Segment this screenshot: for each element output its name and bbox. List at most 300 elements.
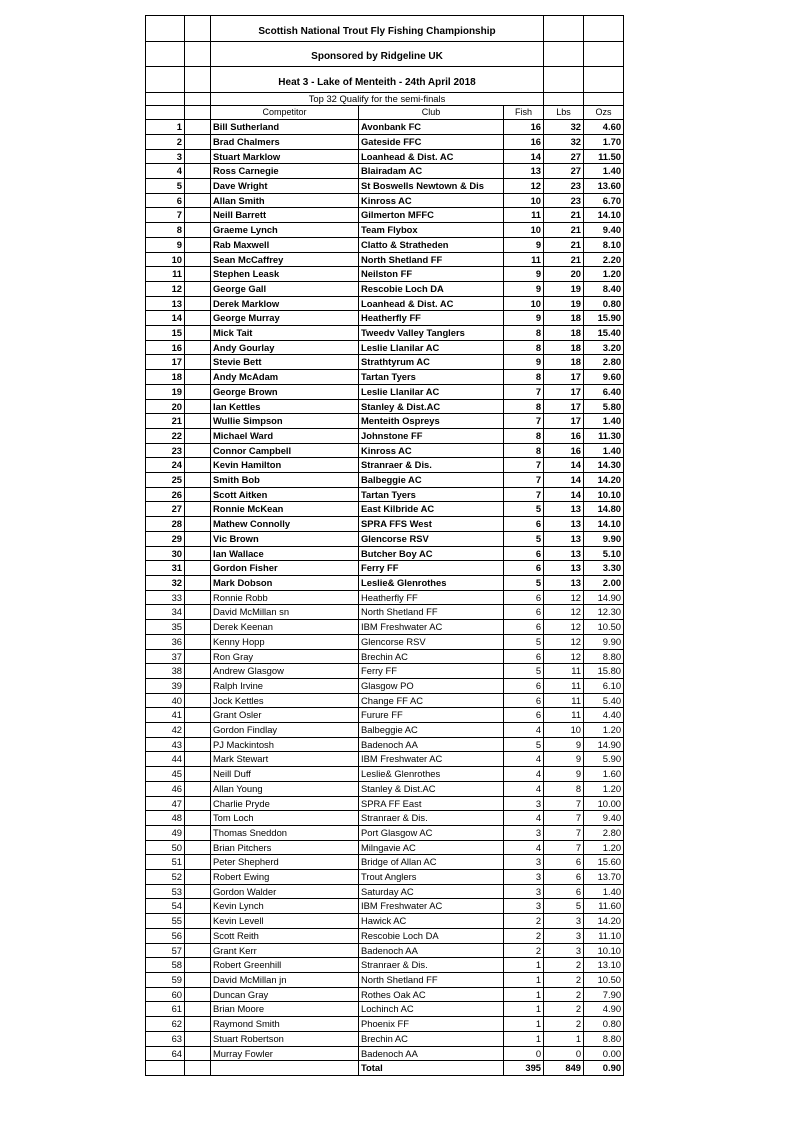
club-cell: Neilston FF xyxy=(359,267,504,282)
fish-cell: 3 xyxy=(504,796,544,811)
club-cell: Butcher Boy AC xyxy=(359,546,504,561)
competitor-cell: Sean McCaffrey xyxy=(211,252,359,267)
position-cell: 9 xyxy=(146,237,185,252)
fish-cell: 6 xyxy=(504,693,544,708)
spacer-cell xyxy=(185,1061,211,1076)
club-cell: North Shetland FF xyxy=(359,972,504,987)
table-row xyxy=(146,149,624,164)
ozs-cell: 0.80 xyxy=(584,296,624,311)
table-row xyxy=(146,252,624,267)
competitor-cell: Andrew Glasgow xyxy=(211,664,359,679)
fish-cell: 4 xyxy=(504,752,544,767)
fish-cell: 5 xyxy=(504,737,544,752)
ozs-header: Ozs xyxy=(584,105,624,120)
competitor-cell: Mark Dobson xyxy=(211,576,359,591)
competitor-cell: Peter Shepherd xyxy=(211,855,359,870)
spacer-cell xyxy=(185,473,211,488)
spacer-cell xyxy=(185,208,211,223)
lbs-cell: 13 xyxy=(544,546,584,561)
club-cell: Badenoch AA xyxy=(359,1046,504,1061)
spacer-cell xyxy=(185,605,211,620)
position-cell: 12 xyxy=(146,281,185,296)
club-cell: Stranraer & Dis. xyxy=(359,811,504,826)
fish-cell: 1 xyxy=(504,958,544,973)
club-cell: IBM Freshwater AC xyxy=(359,620,504,635)
position-cell: 23 xyxy=(146,443,185,458)
lbs-cell: 6 xyxy=(544,855,584,870)
fish-cell: 7 xyxy=(504,487,544,502)
club-cell: Change FF AC xyxy=(359,693,504,708)
lbs-cell: 32 xyxy=(544,120,584,135)
table-row xyxy=(146,620,624,635)
table-row xyxy=(146,708,624,723)
ozs-cell: 14.20 xyxy=(584,473,624,488)
table-row xyxy=(146,767,624,782)
table-row xyxy=(146,576,624,591)
ozs-cell: 2.20 xyxy=(584,252,624,267)
position-cell: 34 xyxy=(146,605,185,620)
position-cell: 60 xyxy=(146,987,185,1002)
spacer-cell xyxy=(185,252,211,267)
fish-cell: 9 xyxy=(504,311,544,326)
fish-cell: 4 xyxy=(504,767,544,782)
table-row xyxy=(146,502,624,517)
spacer-cell xyxy=(185,193,211,208)
total-label: Total xyxy=(359,1061,504,1076)
table-row xyxy=(146,1046,624,1061)
ozs-cell: 1.40 xyxy=(584,164,624,179)
fish-cell: 8 xyxy=(504,399,544,414)
spacer-cell xyxy=(185,164,211,179)
spacer-cell xyxy=(185,958,211,973)
table-row xyxy=(146,972,624,987)
competitor-cell: Gordon Findlay xyxy=(211,723,359,738)
spacer-cell xyxy=(185,781,211,796)
lbs-cell: 12 xyxy=(544,590,584,605)
spacer-cell xyxy=(185,737,211,752)
competitor-cell: George Murray xyxy=(211,311,359,326)
table-row xyxy=(146,590,624,605)
fish-cell: 10 xyxy=(504,223,544,238)
competitor-header: Competitor xyxy=(211,105,359,120)
ozs-cell: 1.20 xyxy=(584,840,624,855)
table-row xyxy=(146,958,624,973)
competitor-cell: Tom Loch xyxy=(211,811,359,826)
club-cell: Furure FF xyxy=(359,708,504,723)
club-cell: Stranraer & Dis. xyxy=(359,958,504,973)
ozs-cell: 10.10 xyxy=(584,487,624,502)
ozs-cell: 5.80 xyxy=(584,399,624,414)
competitor-cell: Bill Sutherland xyxy=(211,120,359,135)
competitor-cell: George Brown xyxy=(211,384,359,399)
table-row xyxy=(146,678,624,693)
spacer-cell xyxy=(185,708,211,723)
competitor-cell: Stephen Leask xyxy=(211,267,359,282)
lbs-cell: 13 xyxy=(544,517,584,532)
spacer-cell xyxy=(185,1002,211,1017)
lbs-cell: 18 xyxy=(544,355,584,370)
position-cell: 47 xyxy=(146,796,185,811)
table-row xyxy=(146,634,624,649)
club-cell: Kinross AC xyxy=(359,443,504,458)
lbs-cell: 21 xyxy=(544,252,584,267)
position-cell: 42 xyxy=(146,723,185,738)
ozs-cell: 4.90 xyxy=(584,1002,624,1017)
position-cell: 7 xyxy=(146,208,185,223)
table-row xyxy=(146,649,624,664)
ozs-cell: 14.90 xyxy=(584,590,624,605)
lbs-cell: 2 xyxy=(544,972,584,987)
lbs-cell: 21 xyxy=(544,237,584,252)
ozs-cell: 14.10 xyxy=(584,208,624,223)
club-cell: Stranraer & Dis. xyxy=(359,458,504,473)
ozs-cell: 11.60 xyxy=(584,899,624,914)
club-cell: Rothes Oak AC xyxy=(359,987,504,1002)
table-row xyxy=(146,473,624,488)
ozs-cell: 13.70 xyxy=(584,870,624,885)
spacer-cell xyxy=(185,281,211,296)
table-row xyxy=(146,811,624,826)
ozs-cell: 0.80 xyxy=(584,1017,624,1032)
competitor-cell: PJ Mackintosh xyxy=(211,737,359,752)
ozs-cell: 10.10 xyxy=(584,943,624,958)
table-row xyxy=(146,1031,624,1046)
heat-row xyxy=(146,67,624,93)
ozs-cell: 10.00 xyxy=(584,796,624,811)
competitor-cell: Ronnie Robb xyxy=(211,590,359,605)
lbs-cell: 11 xyxy=(544,693,584,708)
lbs-cell: 2 xyxy=(544,1002,584,1017)
spacer-cell xyxy=(185,752,211,767)
lbs-cell: 21 xyxy=(544,208,584,223)
ozs-cell: 0.00 xyxy=(584,1046,624,1061)
position-cell: 25 xyxy=(146,473,185,488)
ozs-cell: 8.10 xyxy=(584,237,624,252)
ozs-cell: 14.30 xyxy=(584,458,624,473)
position-cell: 58 xyxy=(146,958,185,973)
total-fish: 395 xyxy=(504,1061,544,1076)
club-cell: Stanley & Dist.AC xyxy=(359,399,504,414)
spacer-cell xyxy=(185,928,211,943)
fish-cell: 2 xyxy=(504,943,544,958)
competitor-cell: Ian Kettles xyxy=(211,399,359,414)
lbs-cell: 13 xyxy=(544,561,584,576)
fish-cell: 3 xyxy=(504,884,544,899)
competitor-cell: Stevie Bett xyxy=(211,355,359,370)
position-cell: 8 xyxy=(146,223,185,238)
fish-header: Fish xyxy=(504,105,544,120)
fish-cell: 8 xyxy=(504,443,544,458)
competitor-cell: Kevin Lynch xyxy=(211,899,359,914)
position-cell: 43 xyxy=(146,737,185,752)
competitor-cell: Ralph Irvine xyxy=(211,678,359,693)
table-row xyxy=(146,723,624,738)
competitor-cell: Scott Reith xyxy=(211,928,359,943)
club-cell: Glencorse RSV xyxy=(359,634,504,649)
lbs-cell: 17 xyxy=(544,399,584,414)
spacer-cell xyxy=(185,134,211,149)
fish-cell: 9 xyxy=(504,281,544,296)
lbs-cell: 32 xyxy=(544,134,584,149)
lbs-cell: 14 xyxy=(544,458,584,473)
table-row xyxy=(146,223,624,238)
ozs-cell: 9.40 xyxy=(584,223,624,238)
club-cell: Milngavie AC xyxy=(359,840,504,855)
table-row xyxy=(146,781,624,796)
club-cell: SPRA FFS West xyxy=(359,517,504,532)
spacer-cell xyxy=(185,678,211,693)
club-cell: Gateside FFC xyxy=(359,134,504,149)
competitor-cell: Kevin Hamilton xyxy=(211,458,359,473)
ozs-cell: 14.90 xyxy=(584,737,624,752)
ozs-cell: 2.80 xyxy=(584,825,624,840)
total-row xyxy=(146,1061,624,1076)
fish-cell: 9 xyxy=(504,355,544,370)
total-lbs: 849 xyxy=(544,1061,584,1076)
position-cell: 22 xyxy=(146,428,185,443)
fish-cell: 8 xyxy=(504,326,544,341)
lbs-cell: 13 xyxy=(544,502,584,517)
competitor-cell: Allan Young xyxy=(211,781,359,796)
lbs-cell: 0 xyxy=(544,1046,584,1061)
ozs-cell: 6.70 xyxy=(584,193,624,208)
club-cell: Clatto & Stratheden xyxy=(359,237,504,252)
sponsor-row xyxy=(146,41,624,67)
ozs-cell: 15.40 xyxy=(584,326,624,341)
competitor-cell: Kevin Levell xyxy=(211,914,359,929)
fish-cell: 3 xyxy=(504,825,544,840)
competitor-cell: Dave Wright xyxy=(211,179,359,194)
competitor-cell: Mark Stewart xyxy=(211,752,359,767)
ozs-cell: 1.40 xyxy=(584,884,624,899)
fish-cell: 14 xyxy=(504,149,544,164)
table-row xyxy=(146,208,624,223)
position-cell: 37 xyxy=(146,649,185,664)
position-cell: 30 xyxy=(146,546,185,561)
competitor-cell: Stuart Robertson xyxy=(211,1031,359,1046)
club-cell: East Kilbride AC xyxy=(359,502,504,517)
position-cell: 59 xyxy=(146,972,185,987)
qualify-note: Top 32 Qualify for the semi-finals xyxy=(211,92,544,105)
lbs-cell: 17 xyxy=(544,414,584,429)
lbs-cell: 7 xyxy=(544,825,584,840)
total-ozs: 0.90 xyxy=(584,1061,624,1076)
fish-cell: 6 xyxy=(504,517,544,532)
spacer-cell xyxy=(185,120,211,135)
club-cell: Loanhead & Dist. AC xyxy=(359,149,504,164)
competitor-cell: Brian Moore xyxy=(211,1002,359,1017)
table-row xyxy=(146,796,624,811)
table-row xyxy=(146,693,624,708)
competitor-cell: Gordon Fisher xyxy=(211,561,359,576)
club-cell: IBM Freshwater AC xyxy=(359,899,504,914)
competitor-cell: Stuart Marklow xyxy=(211,149,359,164)
position-cell: 40 xyxy=(146,693,185,708)
table-row xyxy=(146,281,624,296)
spacer-cell xyxy=(185,855,211,870)
fish-cell: 3 xyxy=(504,899,544,914)
spacer-cell xyxy=(185,428,211,443)
spacer-cell xyxy=(185,370,211,385)
table-row xyxy=(146,840,624,855)
spacer-cell xyxy=(185,149,211,164)
competitor-cell: Allan Smith xyxy=(211,193,359,208)
table-row xyxy=(146,428,624,443)
lbs-cell: 27 xyxy=(544,164,584,179)
table-row xyxy=(146,267,624,282)
competitor-cell: Rab Maxwell xyxy=(211,237,359,252)
spacer-cell xyxy=(185,531,211,546)
fish-cell: 6 xyxy=(504,649,544,664)
table-row xyxy=(146,311,624,326)
spacer-cell xyxy=(185,1031,211,1046)
fish-cell: 3 xyxy=(504,855,544,870)
competitor-cell: Jock Kettles xyxy=(211,693,359,708)
table-row xyxy=(146,561,624,576)
competitor-cell: Ron Gray xyxy=(211,649,359,664)
lbs-cell: 7 xyxy=(544,840,584,855)
spacer-cell xyxy=(185,840,211,855)
column-header-row xyxy=(146,105,624,120)
spacer-cell xyxy=(185,561,211,576)
fish-cell: 5 xyxy=(504,664,544,679)
position-cell: 24 xyxy=(146,458,185,473)
ozs-cell: 1.20 xyxy=(584,267,624,282)
ozs-cell: 11.50 xyxy=(584,149,624,164)
position-cell: 28 xyxy=(146,517,185,532)
lbs-cell: 10 xyxy=(544,723,584,738)
club-cell: Brechin AC xyxy=(359,1031,504,1046)
position-cell: 18 xyxy=(146,370,185,385)
club-cell: Avonbank FC xyxy=(359,120,504,135)
spacer-cell xyxy=(185,1017,211,1032)
ozs-cell: 4.40 xyxy=(584,708,624,723)
ozs-cell: 9.90 xyxy=(584,634,624,649)
position-cell: 44 xyxy=(146,752,185,767)
fish-cell: 16 xyxy=(504,134,544,149)
championship-title: Scottish National Trout Fly Fishing Championship xyxy=(211,16,544,42)
competitor-cell: Neill Barrett xyxy=(211,208,359,223)
competitor-cell: Duncan Gray xyxy=(211,987,359,1002)
competitor-cell: David McMillan jn xyxy=(211,972,359,987)
position-cell: 32 xyxy=(146,576,185,591)
fish-cell: 6 xyxy=(504,590,544,605)
club-cell: Johnstone FF xyxy=(359,428,504,443)
club-cell: Tweedv Valley Tanglers xyxy=(359,326,504,341)
competitor-cell: Brian Pitchers xyxy=(211,840,359,855)
lbs-cell: 3 xyxy=(544,943,584,958)
spacer-cell xyxy=(185,311,211,326)
competitor-cell: Murray Fowler xyxy=(211,1046,359,1061)
spacer-cell xyxy=(185,870,211,885)
table-row xyxy=(146,517,624,532)
fish-cell: 7 xyxy=(504,473,544,488)
position-cell: 54 xyxy=(146,899,185,914)
competitor-cell: Kenny Hopp xyxy=(211,634,359,649)
ozs-cell: 15.80 xyxy=(584,664,624,679)
ozs-cell: 15.90 xyxy=(584,311,624,326)
ozs-cell: 1.40 xyxy=(584,414,624,429)
position-cell: 49 xyxy=(146,825,185,840)
competitor-cell: Wullie Simpson xyxy=(211,414,359,429)
ozs-cell: 5.90 xyxy=(584,752,624,767)
sponsor-line: Sponsored by Ridgeline UK xyxy=(211,41,544,67)
fish-cell: 8 xyxy=(504,428,544,443)
fish-cell: 6 xyxy=(504,708,544,723)
fish-cell: 6 xyxy=(504,620,544,635)
competitor-cell: Thomas Sneddon xyxy=(211,825,359,840)
lbs-cell: 7 xyxy=(544,796,584,811)
lbs-cell: 8 xyxy=(544,781,584,796)
lbs-cell: 23 xyxy=(544,193,584,208)
club-cell: Lochinch AC xyxy=(359,1002,504,1017)
spacer-cell xyxy=(185,296,211,311)
fish-cell: 4 xyxy=(504,840,544,855)
club-cell: Balbeggie AC xyxy=(359,723,504,738)
ozs-cell: 3.20 xyxy=(584,340,624,355)
ozs-cell: 8.80 xyxy=(584,649,624,664)
fish-cell: 9 xyxy=(504,237,544,252)
lbs-cell: 19 xyxy=(544,281,584,296)
position-cell: 29 xyxy=(146,531,185,546)
club-cell: Leslie& Glenrothes xyxy=(359,576,504,591)
fish-cell: 1 xyxy=(504,1017,544,1032)
fish-cell: 8 xyxy=(504,370,544,385)
competitor-cell: David McMillan sn xyxy=(211,605,359,620)
table-row xyxy=(146,237,624,252)
club-cell: Ferry FF xyxy=(359,561,504,576)
fish-cell: 16 xyxy=(504,120,544,135)
lbs-cell: 16 xyxy=(544,443,584,458)
position-cell: 36 xyxy=(146,634,185,649)
spacer-cell xyxy=(185,825,211,840)
fish-cell: 1 xyxy=(504,987,544,1002)
lbs-cell: 13 xyxy=(544,576,584,591)
ozs-cell: 2.00 xyxy=(584,576,624,591)
competitor-cell: Mick Tait xyxy=(211,326,359,341)
ozs-cell: 7.90 xyxy=(584,987,624,1002)
club-cell: Gilmerton MFFC xyxy=(359,208,504,223)
ozs-cell: 2.80 xyxy=(584,355,624,370)
fish-cell: 9 xyxy=(504,267,544,282)
ozs-cell: 11.10 xyxy=(584,928,624,943)
club-cell: Kinross AC xyxy=(359,193,504,208)
fish-cell: 2 xyxy=(504,914,544,929)
ozs-cell: 1.20 xyxy=(584,723,624,738)
lbs-cell: 18 xyxy=(544,340,584,355)
position-cell: 26 xyxy=(146,487,185,502)
ozs-cell: 14.80 xyxy=(584,502,624,517)
spacer-cell xyxy=(185,546,211,561)
table-row xyxy=(146,914,624,929)
club-header: Club xyxy=(359,105,504,120)
club-cell: Strathtyrum AC xyxy=(359,355,504,370)
position-cell: 2 xyxy=(146,134,185,149)
ozs-cell: 5.10 xyxy=(584,546,624,561)
club-cell: Balbeggie AC xyxy=(359,473,504,488)
table-row xyxy=(146,370,624,385)
lbs-cell: 12 xyxy=(544,634,584,649)
position-cell: 48 xyxy=(146,811,185,826)
spacer-cell xyxy=(185,811,211,826)
position-cell: 3 xyxy=(146,149,185,164)
fish-cell: 0 xyxy=(504,1046,544,1061)
ozs-cell: 14.10 xyxy=(584,517,624,532)
lbs-cell: 23 xyxy=(544,179,584,194)
spacer-cell xyxy=(185,179,211,194)
club-cell: St Boswells Newtown & Dis xyxy=(359,179,504,194)
spacer-cell xyxy=(185,723,211,738)
